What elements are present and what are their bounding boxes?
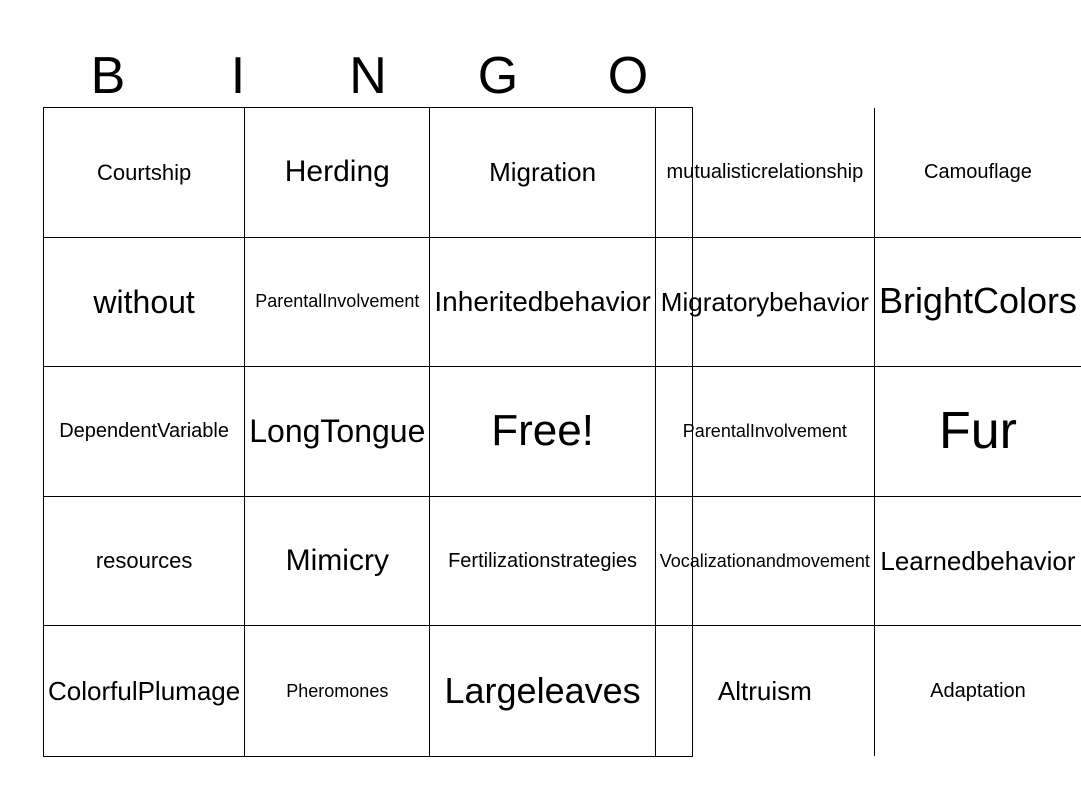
- cell-text-line: Fur: [938, 401, 1017, 460]
- bingo-cell[interactable]: [656, 497, 875, 627]
- cell-text-line: Tongue: [320, 413, 426, 450]
- cell-text-line: Pheromones: [286, 680, 389, 701]
- bingo-cell[interactable]: [875, 626, 1081, 756]
- bingo-cell[interactable]: [430, 108, 655, 238]
- bingo-cell[interactable]: [656, 108, 875, 238]
- bingo-cell[interactable]: [245, 626, 430, 756]
- cell-text-line: behavior: [975, 545, 1076, 576]
- cell-text-line: Involvement: [749, 420, 847, 441]
- cell-text-line: Camouflage: [924, 161, 1032, 184]
- cell-text-line: without: [93, 283, 195, 320]
- cell-text-line: leaves: [536, 669, 641, 711]
- bingo-cell[interactable]: [430, 626, 655, 756]
- cell-text-line: Altruism: [717, 675, 812, 706]
- cell-text-line: relationship: [760, 161, 864, 184]
- cell-text-line: Herding: [284, 155, 390, 189]
- bingo-cell[interactable]: [44, 238, 245, 368]
- bingo-cell[interactable]: [430, 497, 655, 627]
- bingo-cell[interactable]: [245, 238, 430, 368]
- bingo-cell[interactable]: [44, 497, 245, 627]
- bingo-cell[interactable]: [656, 626, 875, 756]
- cell-text-line: Free!: [491, 406, 594, 456]
- cell-text-line: Inherited: [434, 286, 544, 318]
- cell-text-line: Large: [444, 669, 537, 711]
- free-space-cell[interactable]: [430, 367, 655, 497]
- bingo-cell[interactable]: [245, 367, 430, 497]
- header-letter-g: G: [477, 47, 519, 105]
- cell-text-line: Colorful: [48, 675, 138, 706]
- bingo-cell[interactable]: [44, 108, 245, 238]
- cell-text-line: Fertilization: [448, 550, 551, 573]
- bingo-cell[interactable]: [44, 626, 245, 756]
- bingo-cell[interactable]: [245, 497, 430, 627]
- cell-text-line: and: [755, 550, 786, 571]
- cell-text-line: Vocalization: [659, 550, 756, 571]
- cell-text-line: resources: [95, 548, 193, 574]
- bingo-cell[interactable]: [656, 238, 875, 368]
- cell-text-line: Plumage: [137, 675, 241, 706]
- cell-text-line: movement: [785, 550, 870, 571]
- header-letter-i: I: [230, 47, 246, 105]
- bingo-header: [43, 44, 693, 108]
- cell-text-line: Parental: [255, 291, 323, 312]
- bingo-cell[interactable]: [245, 108, 430, 238]
- cell-text-line: behavior: [769, 286, 869, 317]
- cell-text-line: Learned: [880, 545, 976, 576]
- bingo-cell[interactable]: [875, 238, 1081, 368]
- header-letter-b: B: [90, 47, 126, 105]
- cell-text-line: Variable: [157, 420, 229, 443]
- cell-text-line: strategies: [550, 550, 638, 573]
- cell-text-line: behavior: [543, 286, 651, 318]
- cell-text-line: mutualistic: [666, 161, 761, 184]
- cell-text-line: Bright: [878, 280, 973, 322]
- cell-text-line: Colors: [972, 280, 1078, 322]
- cell-text-line: Dependent: [59, 420, 158, 443]
- cell-text-line: Long: [249, 413, 321, 450]
- cell-text-line: Parental: [682, 420, 750, 441]
- bingo-cell[interactable]: [875, 367, 1081, 497]
- bingo-cell[interactable]: [430, 238, 655, 368]
- bingo-cell[interactable]: [875, 108, 1081, 238]
- bingo-board: [43, 107, 1078, 757]
- cell-text-line: Adaptation: [930, 680, 1026, 703]
- header-letter-o: O: [607, 47, 649, 105]
- cell-text-line: Migratory: [660, 286, 770, 317]
- cell-text-line: Mimicry: [285, 543, 389, 577]
- header-letter-n: N: [349, 47, 387, 105]
- cell-text-line: Migration: [489, 157, 597, 188]
- bingo-cell[interactable]: [656, 367, 875, 497]
- bingo-cell[interactable]: [44, 367, 245, 497]
- cell-text-line: Courtship: [97, 159, 192, 185]
- cell-text-line: Involvement: [322, 291, 420, 312]
- bingo-cell[interactable]: [875, 497, 1081, 627]
